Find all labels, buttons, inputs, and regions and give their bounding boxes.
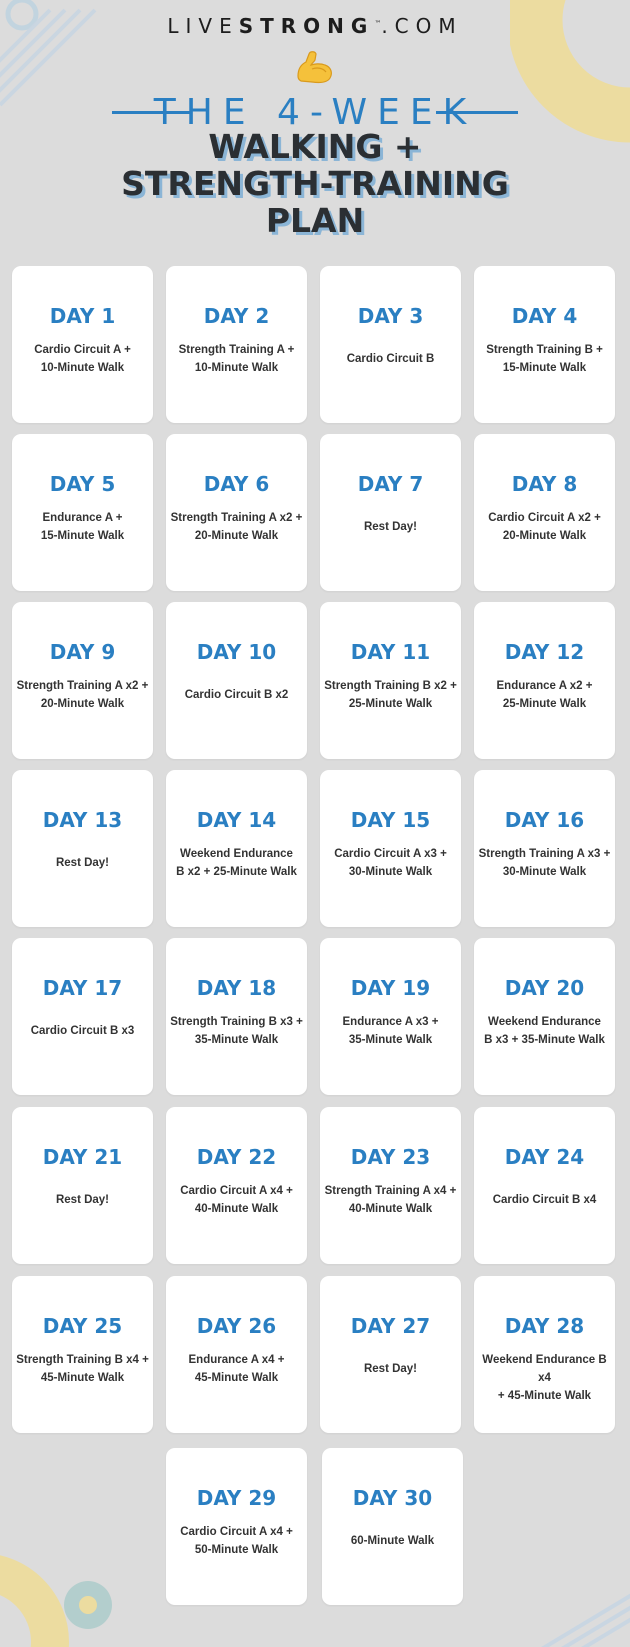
day-label: DAY 6 [203, 472, 270, 496]
logo-text-live: LIVE [167, 14, 239, 38]
day-description-line: B x2 + 25-Minute Walk [176, 866, 297, 878]
day-description-line: Rest Day! [363, 521, 418, 533]
day-description-line: Strength Training A x3 + [478, 848, 611, 860]
day-card [474, 1107, 615, 1264]
day-card [320, 1276, 461, 1433]
title-line: PLAN [265, 201, 365, 240]
day-description [478, 341, 611, 377]
day-description-line: 15-Minute Walk [40, 530, 125, 542]
day-label: DAY 9 [49, 640, 116, 664]
day-description-line: Weekend Endurance [488, 1016, 601, 1028]
day-description [16, 1351, 149, 1387]
day-description [170, 1351, 303, 1387]
day-description-line: 20-Minute Walk [194, 530, 279, 542]
day-description-line: 35-Minute Walk [348, 1034, 433, 1046]
day-card [474, 938, 615, 1095]
day-label: DAY 18 [196, 976, 277, 1000]
day-description [478, 1351, 611, 1405]
day-description [170, 341, 303, 377]
day-description-line: 15-Minute Walk [502, 362, 587, 374]
day-card [322, 1448, 463, 1605]
day-description [478, 677, 611, 713]
day-label: DAY 27 [350, 1314, 431, 1338]
day-description-line: 35-Minute Walk [194, 1034, 279, 1046]
day-description-line: 25-Minute Walk [502, 698, 587, 710]
day-description-line: Cardio Circuit B [346, 353, 435, 365]
day-label: DAY 10 [196, 640, 277, 664]
day-card [12, 266, 153, 423]
day-label: DAY 16 [504, 808, 585, 832]
logo-trademark: ™ [374, 19, 382, 28]
day-description [170, 845, 303, 881]
day-label: DAY 23 [350, 1145, 431, 1169]
day-description-line: Endurance A x2 + [496, 680, 593, 692]
day-label: DAY 14 [196, 808, 277, 832]
day-label: DAY 7 [357, 472, 424, 496]
day-card [320, 938, 461, 1095]
day-card [12, 938, 153, 1095]
day-label: DAY 28 [504, 1314, 585, 1338]
day-description-line: Cardio Circuit A x4 + [180, 1526, 293, 1538]
day-description-line: 60-Minute Walk [350, 1535, 435, 1547]
day-label: DAY 2 [203, 304, 270, 328]
day-card [474, 1276, 615, 1433]
day-description-line: Rest Day! [363, 1363, 418, 1375]
day-description-line: 45-Minute Walk [194, 1372, 279, 1384]
day-label: DAY 26 [196, 1314, 277, 1338]
day-description [16, 1022, 149, 1040]
day-description-line: Strength Training B x3 + [170, 1016, 303, 1028]
logo-text-strong: STRONG [238, 14, 375, 38]
day-description-line: Cardio Circuit A x2 + [488, 512, 601, 524]
day-card [166, 434, 307, 591]
day-description [16, 509, 149, 545]
day-label: DAY 21 [42, 1145, 123, 1169]
day-description [16, 1191, 149, 1209]
day-description-line: 40-Minute Walk [348, 1203, 433, 1215]
day-description [326, 1532, 459, 1550]
day-description-line: Cardio Circuit A + [34, 344, 131, 356]
day-label: DAY 5 [49, 472, 116, 496]
day-description [478, 1191, 611, 1209]
day-description-line: 50-Minute Walk [194, 1544, 279, 1556]
day-description-line: Endurance A x4 + [188, 1354, 285, 1366]
day-description-line: Strength Training B + [486, 344, 603, 356]
day-description [324, 1013, 457, 1049]
day-card [166, 1276, 307, 1433]
day-description-line: 10-Minute Walk [40, 362, 125, 374]
day-description [478, 1013, 611, 1049]
day-card [320, 602, 461, 759]
day-card [166, 770, 307, 927]
day-card [320, 1107, 461, 1264]
day-description-line: B x3 + 35-Minute Walk [484, 1034, 605, 1046]
day-label: DAY 4 [511, 304, 578, 328]
day-description-line: Endurance A + [42, 512, 123, 524]
day-card [166, 938, 307, 1095]
day-label: DAY 12 [504, 640, 585, 664]
subtitle: THE 4-WEEK [153, 92, 477, 133]
day-description [170, 1013, 303, 1049]
day-label: DAY 24 [504, 1145, 585, 1169]
day-description [324, 350, 457, 368]
day-description-line: 30-Minute Walk [502, 866, 587, 878]
day-label: DAY 3 [357, 304, 424, 328]
day-label: DAY 15 [350, 808, 431, 832]
day-card [12, 1276, 153, 1433]
day-label: DAY 8 [511, 472, 578, 496]
day-description-line: Strength Training A x2 + [16, 680, 149, 692]
day-description-line: Cardio Circuit B x3 [30, 1025, 135, 1037]
day-label: DAY 11 [350, 640, 431, 664]
day-label: DAY 29 [196, 1486, 277, 1510]
title-line: STRENGTH-TRAINING [121, 164, 509, 203]
day-description [324, 845, 457, 881]
day-description [170, 1182, 303, 1218]
day-label: DAY 1 [49, 304, 116, 328]
day-description-line: Strength Training B x2 + [324, 680, 457, 692]
day-label: DAY 19 [350, 976, 431, 1000]
day-card [166, 1107, 307, 1264]
day-card [12, 602, 153, 759]
day-description-line: Weekend Endurance [180, 848, 293, 860]
day-description-line: Strength Training A x4 + [324, 1185, 457, 1197]
logo-text-com: .COM [381, 14, 463, 38]
day-description-line: + 45-Minute Walk [497, 1390, 592, 1402]
day-description [324, 1182, 457, 1218]
day-description-line: Cardio Circuit A x4 + [180, 1185, 293, 1197]
title-line: WALKING + [208, 127, 422, 166]
day-card [12, 1107, 153, 1264]
day-description-line: 30-Minute Walk [348, 866, 433, 878]
day-label: DAY 30 [352, 1486, 433, 1510]
day-description [324, 518, 457, 536]
day-description-line: Strength Training B x4 + [16, 1354, 149, 1366]
day-label: DAY 25 [42, 1314, 123, 1338]
day-label: DAY 20 [504, 976, 585, 1000]
day-description-line: 40-Minute Walk [194, 1203, 279, 1215]
day-description-line: Cardio Circuit B x2 [184, 689, 289, 701]
day-label: DAY 17 [42, 976, 123, 1000]
day-card [320, 770, 461, 927]
day-description [324, 1360, 457, 1378]
day-card [320, 266, 461, 423]
day-description [478, 509, 611, 545]
day-card [474, 434, 615, 591]
day-description [16, 854, 149, 872]
day-card [320, 434, 461, 591]
day-label: DAY 22 [196, 1145, 277, 1169]
day-description-line: Cardio Circuit B x4 [492, 1194, 597, 1206]
day-description [170, 686, 303, 704]
day-label: DAY 13 [42, 808, 123, 832]
day-description [16, 677, 149, 713]
day-description-line: Rest Day! [55, 857, 110, 869]
day-description-line: 10-Minute Walk [194, 362, 279, 374]
day-description [478, 845, 611, 881]
day-description [16, 341, 149, 377]
day-description-line: Weekend Endurance B x4 [482, 1354, 607, 1384]
day-card [166, 266, 307, 423]
day-description-line: Cardio Circuit A x3 + [334, 848, 447, 860]
day-description [324, 677, 457, 713]
day-card [166, 1448, 307, 1605]
day-description-line: 25-Minute Walk [348, 698, 433, 710]
day-description-line: Endurance A x3 + [342, 1016, 439, 1028]
day-card [474, 602, 615, 759]
day-card [12, 434, 153, 591]
day-card [12, 770, 153, 927]
day-description-line: Rest Day! [55, 1194, 110, 1206]
day-description-line: 20-Minute Walk [40, 698, 125, 710]
day-description-line: 20-Minute Walk [502, 530, 587, 542]
day-description-line: Strength Training A x2 + [170, 512, 303, 524]
day-card [474, 266, 615, 423]
day-card [166, 602, 307, 759]
day-description [170, 1523, 303, 1559]
day-description-line: 45-Minute Walk [40, 1372, 125, 1384]
day-description [170, 509, 303, 545]
day-description-line: Strength Training A + [178, 344, 295, 356]
day-card [474, 770, 615, 927]
